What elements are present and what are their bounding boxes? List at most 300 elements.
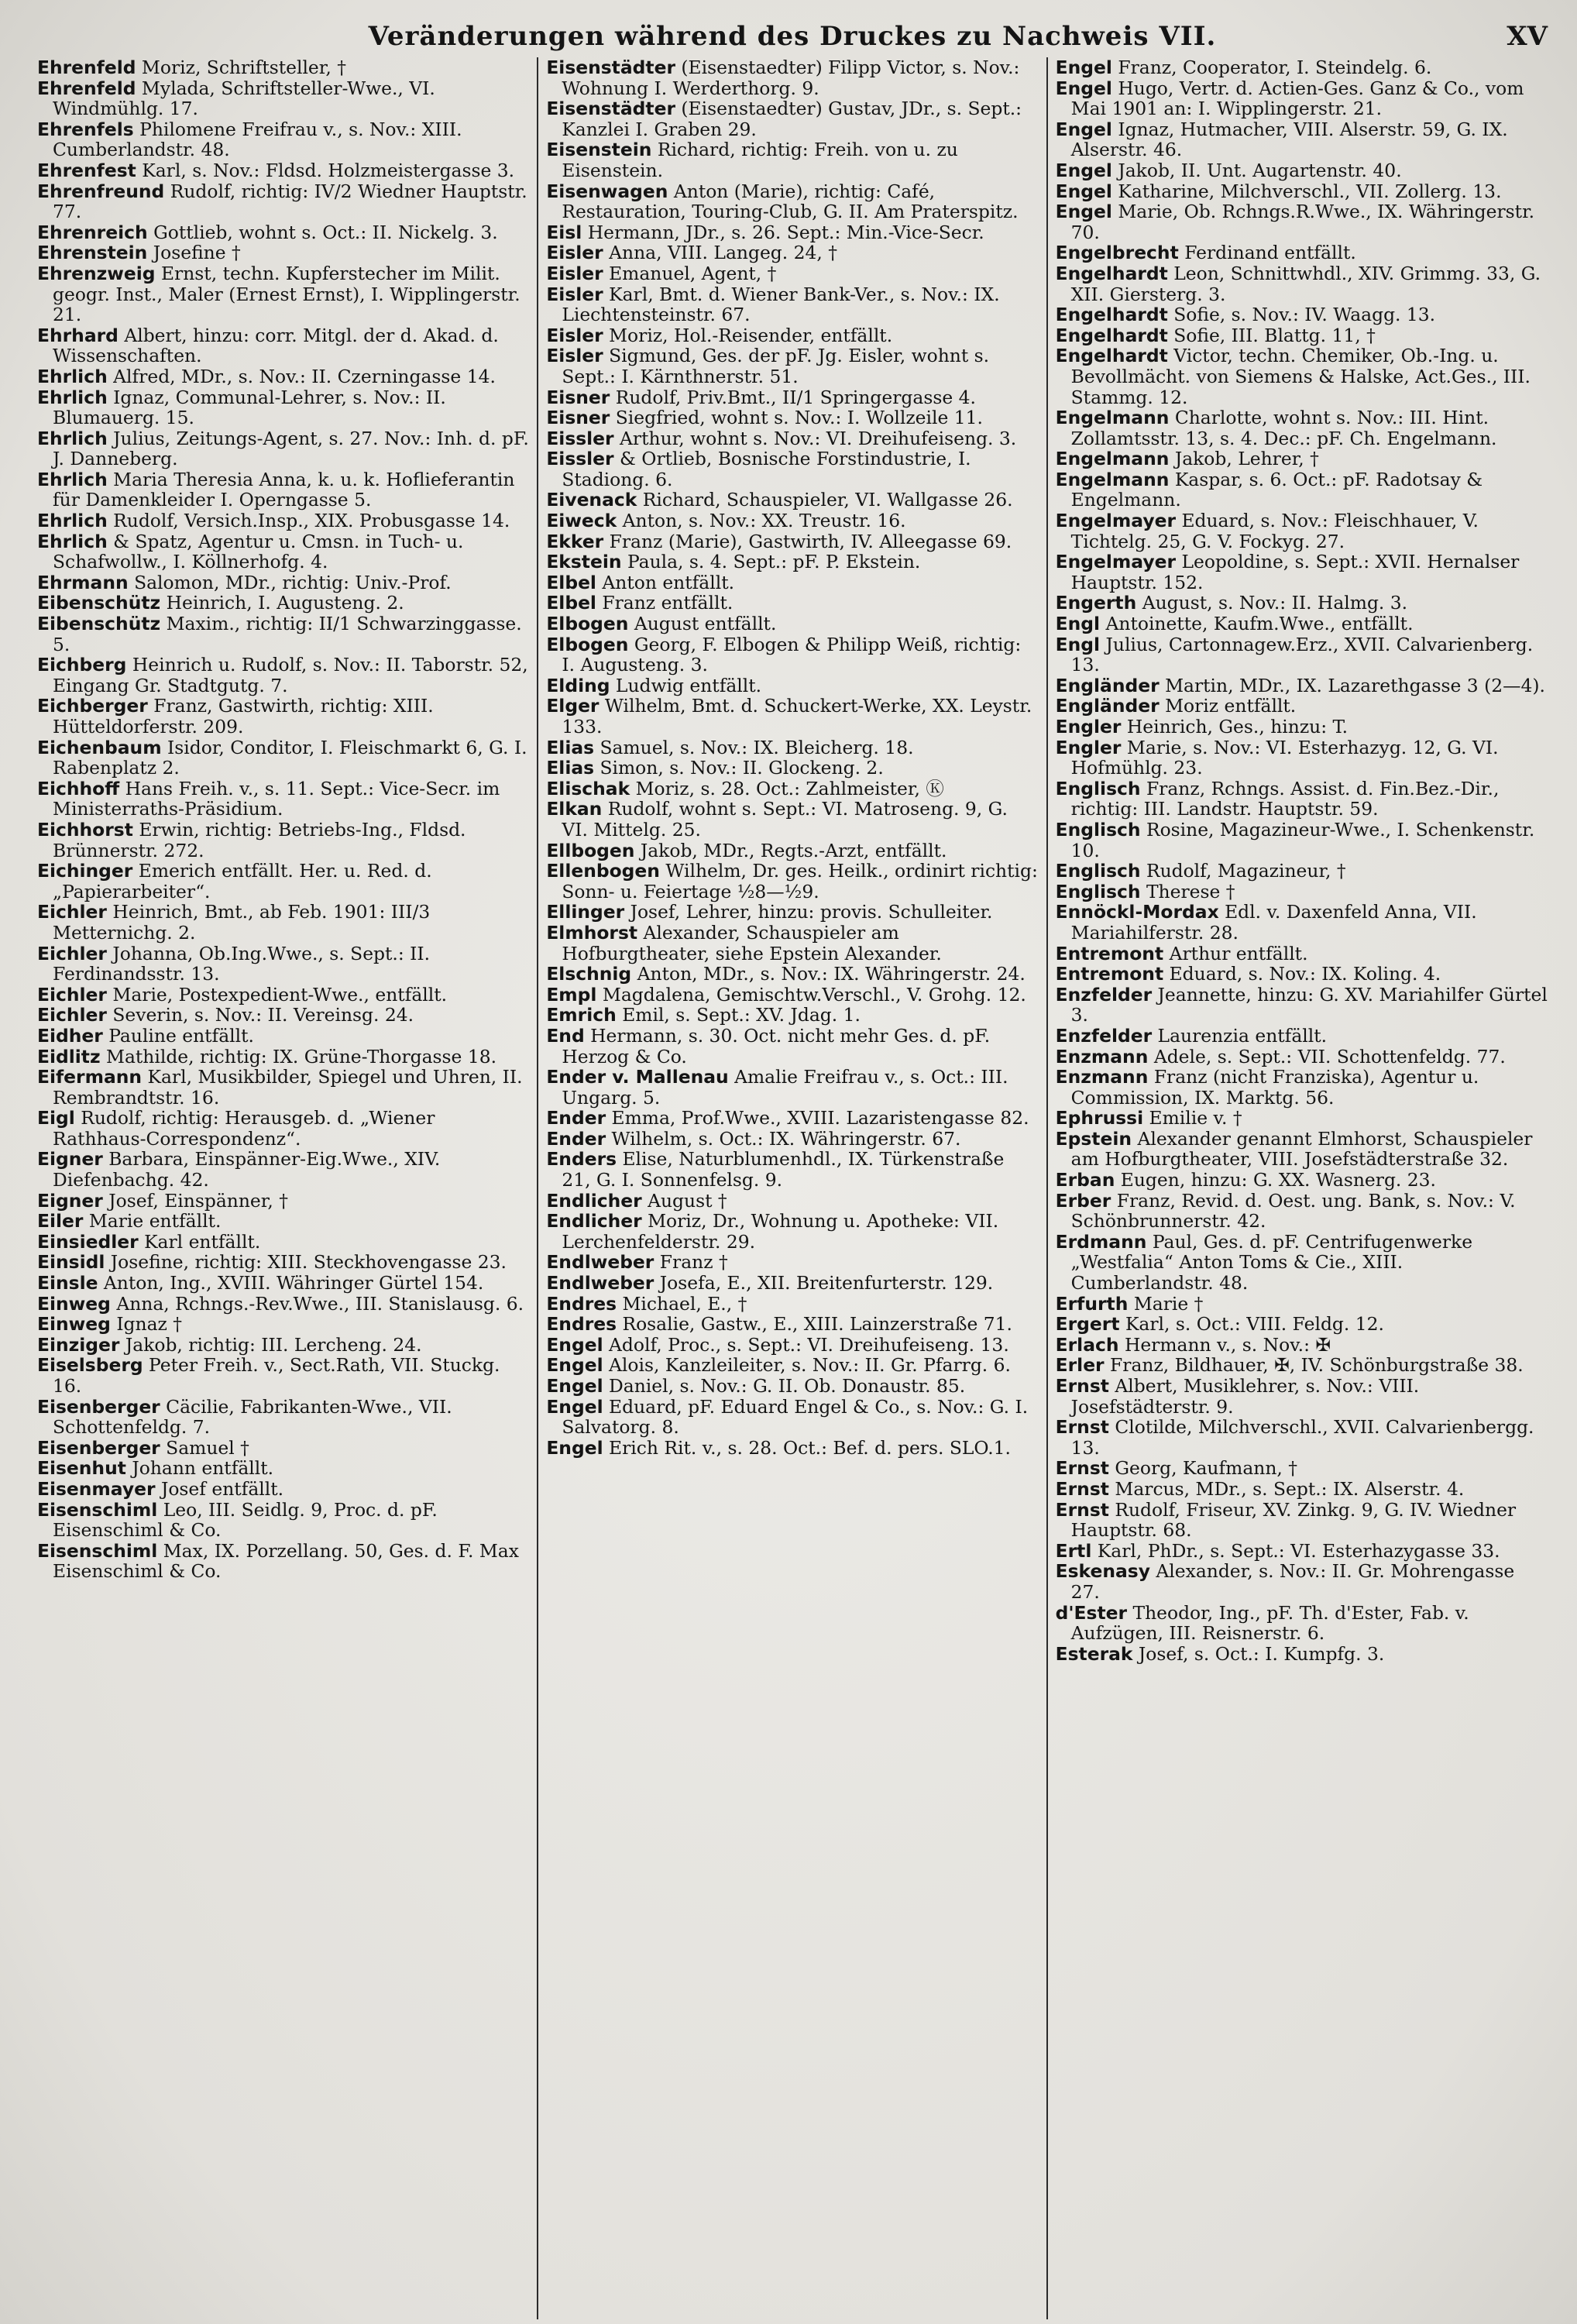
directory-entry [546, 799, 1038, 840]
entry-surname: Engel [1055, 57, 1112, 78]
entry-details: Ignaz † [116, 1313, 182, 1336]
directory-entry [1056, 304, 1548, 325]
entry-details: Paula, s. 4. Sept.: pF. P. Ekstein. [627, 551, 921, 573]
entry-details: Martin, MDr., IX. Lazarethgasse 3 (2—4). [1165, 674, 1545, 696]
entry-details: (Eisenstaedter) Gustav, JDr., s. Sept.: Kanzlei I. Graben 29. [562, 98, 1022, 140]
directory-entry [546, 902, 1038, 923]
entry-surname: Ehrenreich [37, 221, 148, 243]
entry-details: Antoinette, Kaufm.Wwe., entfällt. [1105, 613, 1414, 635]
directory-entry [546, 985, 1038, 1006]
entry-details: Georg, F. Elbogen & Philipp Weiß, richtig: I. Augusteng. 3. [562, 633, 1022, 676]
entry-details: Alexander, Schauspieler am Hofburgtheater, siehe Epstein Alexander. [562, 921, 942, 964]
entry-surname: Eisl [546, 221, 582, 243]
entry-surname: Elschnig [546, 963, 632, 985]
directory-entry [1056, 964, 1548, 985]
entry-details: Franz, Gastwirth, richtig: XIII. Hütteldorferstr. 209. [53, 695, 434, 737]
entry-surname: Eisenschiml [37, 1539, 158, 1562]
entry-surname: Eichberger [37, 695, 148, 717]
entry-details: Peter Freih. v., Sect.Rath, VII. Stuckg. 16. [53, 1354, 500, 1397]
directory-entry [1056, 1026, 1548, 1047]
column-left [29, 57, 537, 2319]
entry-details: Emanuel, Agent, † [609, 262, 777, 284]
entry-details: Ludwig entfällt. [615, 674, 762, 696]
entry-details: Emerich entfällt. Her. u. Red. d. „Papierarbeiter“. [53, 860, 432, 902]
entry-details: Amalie Freifrau v., s. Oct.: III. Ungarg. 5. [562, 1066, 1008, 1109]
directory-entry [37, 1314, 529, 1335]
entry-surname: Englisch [1055, 818, 1141, 841]
entry-surname: Eibenschütz [37, 613, 161, 635]
entry-details: Heinrich u. Rudolf, s. Nov.: II. Taborstr. 52, Eingang Gr. Stadtgutg. 7. [53, 654, 528, 696]
directory-entry [1056, 469, 1548, 511]
entry-details: & Spatz, Agentur u. Cmsn. in Tuch- u. Schafwollw., I. Köllnerhofg. 4. [53, 530, 464, 573]
directory-entry [546, 1108, 1038, 1129]
entry-surname: Elias [546, 757, 595, 779]
entry-surname: Engelhardt [1055, 262, 1168, 284]
entry-details: Marie entfällt. [88, 1210, 222, 1232]
directory-entry [37, 655, 529, 696]
entry-details: (Eisenstaedter) Filipp Victor, s. Nov.: Wohnung I. Werderthorg. 9. [562, 57, 1020, 99]
directory-entry [1056, 634, 1548, 676]
entry-surname: Engl [1055, 633, 1101, 655]
entry-surname: Ephrussi [1055, 1107, 1144, 1129]
directory-entry [546, 222, 1038, 243]
entry-surname: Eichler [37, 1004, 107, 1026]
directory-entry [37, 1335, 529, 1356]
entry-details: Anna, Rchngs.-Rev.Wwe., III. Stanislausg. 6. [116, 1292, 524, 1315]
entry-surname: Eisler [546, 262, 603, 284]
directory-entry [37, 469, 529, 511]
directory-entry [37, 902, 529, 943]
entry-details: Therese † [1146, 880, 1235, 902]
entry-surname: Endres [546, 1292, 617, 1315]
entry-surname: Engelhardt [1055, 304, 1168, 326]
directory-entry [1056, 1170, 1548, 1191]
entry-surname: Eisenhut [37, 1457, 126, 1480]
directory-entry [37, 242, 529, 263]
directory-entry [1056, 1541, 1548, 1562]
entry-surname: Engler [1055, 736, 1122, 758]
entry-details: Ferdinand entfällt. [1184, 242, 1356, 264]
entry-details: Albert, Musiklehrer, s. Nov.: VIII. Josefstädterstr. 9. [1070, 1375, 1420, 1418]
entry-details: Gottlieb, wohnt s. Oct.: II. Nickelg. 3. [153, 221, 498, 243]
entry-surname: Einsiedler [37, 1230, 139, 1253]
entry-surname: Englisch [1055, 860, 1141, 882]
entry-surname: Endlweber [546, 1251, 655, 1274]
entry-details: August † [648, 1189, 727, 1212]
entry-surname: Engel [1055, 77, 1112, 99]
entry-details: Karl entfällt. [144, 1230, 261, 1253]
entry-details: Daniel, s. Nov.: G. II. Ob. Donaustr. 85. [609, 1375, 966, 1397]
directory-entry [1056, 1191, 1548, 1232]
entry-details: Rudolf, Friseur, XV. Zinkg. 9, G. IV. Wiedner Hauptstr. 68. [1070, 1498, 1517, 1542]
entry-details: Katharine, Milchverschl., VII. Zollerg. 13. [1118, 180, 1502, 202]
entry-details: Josef entfällt. [160, 1477, 284, 1500]
directory-entry [1056, 201, 1548, 242]
entry-details: Emma, Prof.Wwe., XVIII. Lazaristengasse 82. [611, 1107, 1029, 1129]
entry-surname: Eivenack [546, 489, 637, 511]
entry-surname: Eissler [546, 448, 614, 470]
directory-entry [546, 490, 1038, 511]
entry-details: Mylada, Schriftsteller-Wwe., VI. Windmühlg. 17. [53, 77, 435, 120]
entry-surname: Eisenmayer [37, 1477, 156, 1500]
entry-details: Rudolf, richtig: Herausgeb. d. „Wiener Rathhaus-Correspondenz“. [53, 1107, 435, 1150]
directory-entry [37, 1067, 529, 1108]
directory-entry [546, 696, 1038, 737]
entry-surname: Engel [1055, 118, 1112, 140]
entry-details: Ernst, techn. Kupferstecher im Milit. geogr. Inst., Maler (Ernest Ernst), I. Wipplingerstr. 21. [53, 262, 521, 326]
entry-details: Moriz entfällt. [1165, 695, 1297, 717]
directory-entry [546, 181, 1038, 222]
entry-details: Marie, Ob. Rchngs.R.Wwe., IX. Währingerstr. 70. [1070, 201, 1535, 243]
entry-details: Anton, MDr., s. Nov.: IX. Währingerstr. 24. [637, 963, 1026, 985]
entry-details: Franz, Cooperator, I. Steindelg. 6. [1118, 57, 1432, 78]
entry-details: Leopoldine, s. Sept.: XVII. Hernalser Hauptstr. 152. [1070, 551, 1520, 593]
entry-surname: Eisner [546, 386, 610, 408]
directory-entry [37, 160, 529, 181]
entry-details: Rudolf, wohnt s. Sept.: VI. Matroseng. 9, G. VI. Mittelg. 25. [562, 798, 1008, 841]
entry-details: Moriz, Schriftsteller, † [141, 57, 346, 78]
directory-entry [546, 1376, 1038, 1397]
entry-surname: Engelmann [1055, 468, 1170, 490]
entry-details: Julius, Zeitungs-Agent, s. 27. Nov.: Inh. d. pF. J. Danneberg. [53, 427, 529, 470]
directory-entry [546, 1129, 1038, 1150]
entry-surname: Engländer [1055, 695, 1160, 717]
entry-surname: Engel [1055, 180, 1112, 202]
directory-entry [546, 1355, 1038, 1376]
entry-details: & Ortlieb, Bosnische Forstindustrie, I. Stadiong. 6. [562, 448, 971, 490]
entry-details: Josef, s. Oct.: I. Kumpfg. 3. [1138, 1642, 1385, 1665]
entry-details: Isidor, Conditor, I. Fleischmarkt 6, G. I. Rabenplatz 2. [53, 736, 527, 779]
directory-entry [546, 98, 1038, 139]
entry-surname: Eigner [37, 1148, 103, 1171]
directory-entry [1056, 717, 1548, 737]
entry-details: Wilhelm, Dr. ges. Heilk., ordinirt richtig: Sonn- u. Feiertage ½8—½9. [562, 860, 1038, 902]
directory-entry [37, 1438, 529, 1459]
entry-surname: Emrich [546, 1004, 617, 1026]
entry-surname: Ehrlich [37, 365, 108, 387]
entry-surname: Ehrenfreund [37, 180, 165, 202]
entry-surname: d'Ester [1055, 1601, 1128, 1624]
entry-surname: Ehrlich [37, 530, 108, 552]
directory-entry [37, 1294, 529, 1315]
entry-details: Severin, s. Nov.: II. Vereinsg. 24. [112, 1004, 414, 1026]
directory-entry [546, 572, 1038, 593]
directory-entry [1056, 1294, 1548, 1315]
entry-surname: Eichler [37, 942, 107, 964]
entry-details: Arthur entfällt. [1169, 942, 1308, 964]
entry-details: Adele, s. Sept.: VII. Schottenfeldg. 77. [1153, 1045, 1506, 1067]
entry-surname: Elbel [546, 592, 596, 614]
directory-entry [546, 325, 1038, 346]
entry-details: Rosalie, Gastw., E., XIII. Lainzerstraße 71. [622, 1313, 1012, 1336]
entry-details: Eduard, s. Nov.: IX. Koling. 4. [1169, 963, 1441, 985]
directory-entry [1056, 449, 1548, 469]
entry-details: Sofie, III. Blattg. 11, † [1173, 324, 1376, 346]
entry-surname: Elbogen [546, 613, 629, 635]
entry-surname: Eiler [37, 1210, 84, 1232]
directory-entry [1056, 1314, 1548, 1335]
entry-details: Victor, techn. Chemiker, Ob.-Ing. u. Bevollmächt. von Siemens & Halske, Act.Ges., III. Stammg. 12. [1070, 345, 1531, 408]
entry-surname: Eichler [37, 983, 107, 1006]
entry-surname: Ender v. Mallenau [546, 1066, 729, 1088]
entry-surname: Engler [1055, 716, 1122, 737]
directory-entry [1056, 779, 1548, 820]
entry-surname: Elbel [546, 571, 596, 593]
entry-surname: Elbogen [546, 633, 629, 655]
entry-surname: Endlicher [546, 1210, 642, 1232]
entry-surname: Ehrenzweig [37, 262, 156, 284]
entry-surname: Endlweber [546, 1272, 655, 1294]
entry-surname: Eissler [546, 427, 614, 449]
entry-surname: Ernst [1055, 1457, 1109, 1480]
entry-surname: Ehrlich [37, 386, 108, 408]
entry-details: Salomon, MDr., richtig: Univ.-Prof. [134, 571, 452, 593]
directory-entry [37, 861, 529, 902]
directory-entry [1056, 1479, 1548, 1500]
directory-entry [1056, 1047, 1548, 1067]
directory-entry [1056, 346, 1548, 407]
entry-details: Anna, VIII. Langeg. 24, † [609, 242, 837, 264]
entry-details: Erich Rit. v., s. 28. Oct.: Bef. d. pers. SLO.1. [609, 1436, 1011, 1459]
entry-surname: Eichler [37, 901, 107, 923]
directory-entry [37, 944, 529, 985]
entry-details: Siegfried, wohnt s. Nov.: I. Wollzeile 11. [615, 407, 983, 429]
directory-entry [37, 1026, 529, 1047]
entry-details: Ignaz, Hutmacher, VIII. Alserstr. 59, G. IX. Alserstr. 46. [1070, 118, 1508, 161]
entry-surname: Ellinger [546, 901, 625, 923]
directory-entry [546, 242, 1038, 263]
entry-details: Elise, Naturblumenhdl., IX. Türkenstraße 21, G. I. Sonnenfelsg. 9. [562, 1148, 1005, 1191]
entry-details: Anton (Marie), richtig: Café, Restauration, Touring-Club, G. II. Am Praterspitz. [562, 180, 1019, 223]
directory-entry [546, 346, 1038, 387]
directory-entry [1056, 1500, 1548, 1541]
entry-surname: Empl [546, 983, 597, 1006]
entry-details: Karl, Musikbilder, Spiegel und Uhren, II. Rembrandtstr. 16. [53, 1066, 523, 1109]
entry-surname: Ernst [1055, 1498, 1109, 1521]
directory-entry [1056, 593, 1548, 614]
directory-entry [546, 284, 1038, 325]
directory-entry [37, 696, 529, 737]
entry-details: Eugen, hinzu: G. XX. Wasnerg. 23. [1120, 1169, 1436, 1191]
entry-details: Kaspar, s. 6. Oct.: pF. Radotsay & Engelmann. [1070, 468, 1483, 511]
directory-entry [1056, 1067, 1548, 1108]
entry-details: Hermann, s. 30. Oct. nicht mehr Ges. d. pF. Herzog & Co. [562, 1024, 991, 1067]
entry-details: Josef, Einspänner, † [108, 1189, 288, 1212]
entry-surname: Eichberg [37, 654, 127, 676]
directory-entry [37, 1191, 529, 1212]
entry-details: Karl, s. Oct.: VIII. Feldg. 12. [1125, 1313, 1384, 1336]
entry-surname: Elger [546, 695, 600, 717]
directory-entry [1056, 1458, 1548, 1479]
directory-entry [1056, 57, 1548, 78]
directory-entry [546, 57, 1038, 98]
entry-details: Albert, hinzu: corr. Mitgl. der d. Akad. d. Wissenschaften. [53, 324, 499, 367]
entry-details: Franz (nicht Franziska), Agentur u. Commission, IX. Marktg. 56. [1070, 1066, 1479, 1109]
directory-entry [546, 1335, 1038, 1356]
entry-surname: Ernst [1055, 1477, 1109, 1500]
directory-entry [37, 1232, 529, 1253]
entry-surname: Engländer [1055, 674, 1160, 696]
entry-details: Johanna, Ob.Ing.Wwe., s. Sept.: II. Ferdinandsstr. 13. [53, 942, 431, 985]
entry-surname: Eidher [37, 1024, 103, 1047]
directory-entry [1056, 1335, 1548, 1356]
entry-surname: Erlach [1055, 1333, 1119, 1356]
entry-surname: Ehrenfeld [37, 57, 136, 78]
entry-surname: Eichhoff [37, 777, 120, 799]
directory-entry [1056, 1376, 1548, 1417]
entry-surname: Entremont [1055, 963, 1164, 985]
entry-details: Josefine † [153, 242, 241, 264]
directory-entry [37, 1047, 529, 1067]
entry-details: Jeannette, hinzu: G. XV. Mariahilfer Gürtel 3. [1070, 983, 1548, 1026]
directory-entry [37, 222, 529, 243]
directory-entry [546, 1252, 1038, 1273]
entry-surname: Eisler [546, 345, 603, 367]
entry-surname: Erber [1055, 1189, 1111, 1212]
entry-details: Franz, Revid. d. Oest. ung. Bank, s. Nov.: V. Schönbrunnerstr. 42. [1070, 1189, 1516, 1232]
entry-surname: Engl [1055, 613, 1101, 635]
entry-surname: Ehrhard [37, 324, 119, 346]
entry-details: Julius, Cartonnagew.Erz., XVII. Calvarienberg. 13. [1070, 633, 1534, 676]
directory-entry [37, 181, 529, 222]
directory-entry [1056, 1355, 1548, 1376]
entry-surname: Eidlitz [37, 1045, 101, 1067]
directory-entry [37, 1252, 529, 1273]
entry-surname: Eisenschiml [37, 1498, 158, 1521]
entry-surname: Eichinger [37, 860, 133, 882]
entry-details: Samuel † [166, 1436, 249, 1459]
directory-entry [546, 861, 1038, 902]
entry-details: Hans Freih. v., s. 11. Sept.: Vice-Secr. im Ministerraths-Präsidium. [53, 777, 500, 820]
directory-entry [546, 593, 1038, 614]
entry-details: Moriz, Hol.-Reisender, entfällt. [609, 324, 893, 346]
entry-details: Leon, Schnittwhdl., XIV. Grimmg. 33, G. XII. Giersterg. 3. [1070, 262, 1541, 305]
directory-entry [546, 387, 1038, 408]
entry-surname: Enzfelder [1055, 983, 1153, 1006]
entry-surname: Elkan [546, 798, 603, 820]
entry-surname: Englisch [1055, 777, 1141, 799]
entry-details: Marie, s. Nov.: VI. Esterhazyg. 12, G. VI. Hofmühlg. 23. [1070, 736, 1499, 779]
entry-details: Rudolf, richtig: IV/2 Wiedner Hauptstr. 77. [53, 180, 527, 223]
entry-details: Richard, Schauspieler, VI. Wallgasse 26. [642, 489, 1013, 511]
entry-surname: Eiweck [546, 510, 617, 532]
directory-entry [546, 841, 1038, 861]
entry-details: Marcus, MDr., s. Sept.: IX. Alserstr. 4. [1115, 1477, 1465, 1500]
directory-entry [1056, 676, 1548, 696]
entry-details: Karl, PhDr., s. Sept.: VI. Esterhazygasse 33. [1097, 1539, 1500, 1562]
directory-entry [1056, 1417, 1548, 1458]
directory-entry [546, 676, 1038, 696]
entry-surname: Engel [1055, 159, 1112, 181]
entry-surname: Ehrlich [37, 427, 108, 449]
entry-surname: Einsidl [37, 1251, 105, 1274]
entry-details: Franz (Marie), Gastwirth, IV. Alleegasse 69. [609, 530, 1012, 552]
entry-surname: Ellenbogen [546, 860, 660, 882]
directory-entry [37, 779, 529, 820]
entry-surname: Erdmann [1055, 1230, 1147, 1253]
entry-details: Barbara, Einspänner-Eig.Wwe., XIV. Diefenbachg. 42. [53, 1148, 441, 1191]
directory-entry [37, 387, 529, 428]
entry-details: Josefa, E., XII. Breitenfurterstr. 129. [659, 1272, 994, 1294]
page-header [29, 15, 1555, 57]
entry-details: Rosine, Magazineur-Wwe., I. Schenkenstr. 10. [1070, 818, 1535, 861]
entry-surname: Elding [546, 674, 610, 696]
entry-surname: Eisner [546, 407, 610, 429]
entry-surname: Eifermann [37, 1066, 143, 1088]
directory-entry [546, 531, 1038, 552]
entry-details: Clotilde, Milchverschl., XVII. Calvarienbergg. 13. [1070, 1416, 1534, 1459]
page-title: Veränderungen während des Druckes zu Nachweis VII. [368, 21, 1217, 52]
directory-entry [546, 1026, 1038, 1067]
entry-surname: Engelmann [1055, 448, 1170, 470]
directory-entry [1056, 78, 1548, 119]
entry-details: Charlotte, wohnt s. Nov.: III. Hint. Zollamtsstr. 13, s. 4. Dec.: pF. Ch. Engelmann. [1070, 407, 1497, 449]
directory-entry [1056, 325, 1548, 346]
directory-entry [37, 1211, 529, 1232]
entry-details: Josefine, richtig: XIII. Steckhovengasse 23. [110, 1251, 507, 1274]
entry-surname: Erfurth [1055, 1292, 1129, 1315]
entry-surname: Eichenbaum [37, 736, 162, 758]
entry-surname: Einziger [37, 1333, 120, 1356]
entry-details: Adolf, Proc., s. Sept.: VI. Dreihufeiseng. 13. [609, 1333, 1009, 1356]
entry-surname: Erler [1055, 1354, 1105, 1377]
entry-details: Hugo, Vertr. d. Actien-Ges. Ganz & Co., vom Mai 1901 an: I. Wipplingerstr. 21. [1070, 77, 1524, 120]
directory-entry [1056, 861, 1548, 882]
entry-surname: Eisler [546, 242, 603, 264]
entry-surname: Ertl [1055, 1539, 1092, 1562]
directory-entry [546, 407, 1038, 428]
entry-surname: Engelmayer [1055, 551, 1176, 573]
directory-entry [1056, 614, 1548, 634]
entry-details: Josef, Lehrer, hinzu: provis. Schulleiter. [630, 901, 993, 923]
entry-details: Theodor, Ing., pF. Th. d'Ester, Fab. v. Aufzügen, III. Reisnerstr. 6. [1070, 1601, 1469, 1645]
directory-entry [546, 758, 1038, 779]
entry-surname: Eisler [546, 283, 603, 305]
entry-details: Cäcilie, Fabrikanten-Wwe., VII. Schottenfeldg. 7. [53, 1395, 452, 1439]
entry-details: Jakob, richtig: III. Lercheng. 24. [125, 1333, 422, 1356]
entry-surname: Englisch [1055, 880, 1141, 902]
directory-entry [37, 1458, 529, 1479]
entry-surname: Ehrlich [37, 510, 108, 532]
entry-details: Sigmund, Ges. der pF. Jg. Eisler, wohnt s. Sept.: I. Kärnthnerstr. 51. [562, 345, 990, 387]
directory-entry [37, 1355, 529, 1396]
entry-details: Eduard, s. Nov.: Fleischhauer, V. Tichtelg. 25, G. V. Fockyg. 27. [1070, 510, 1479, 552]
directory-entry [37, 263, 529, 325]
entry-surname: Engel [546, 1375, 603, 1397]
entry-surname: Engelmayer [1055, 510, 1176, 532]
entry-surname: End [546, 1024, 585, 1047]
column-middle [537, 57, 1046, 2319]
directory-entry [37, 428, 529, 469]
entry-surname: Ender [546, 1107, 606, 1129]
directory-entry [546, 263, 1038, 284]
directory-entry [546, 737, 1038, 758]
entry-surname: Ehrmann [37, 571, 129, 593]
directory-entry [1056, 1108, 1548, 1129]
entry-details: Hermann, JDr., s. 26. Sept.: Min.-Vice-Secr. [587, 221, 984, 243]
entry-surname: Ellbogen [546, 839, 635, 861]
entry-surname: Ehrenfeld [37, 77, 136, 99]
entry-details: Karl, s. Nov.: Fldsd. Holzmeistergasse 3. [142, 159, 515, 181]
entry-surname: Engel [1055, 201, 1112, 223]
entry-details: Edl. v. Daxenfeld Anna, VII. Mariahilferstr. 28. [1070, 901, 1477, 944]
directory-entry [546, 1211, 1038, 1252]
entry-details: Anton, Ing., XVIII. Währinger Gürtel 154. [103, 1272, 484, 1294]
entry-details: Maxim., richtig: II/1 Schwarzinggasse. 5. [53, 613, 522, 655]
entry-surname: Elias [546, 736, 595, 758]
directory-entry [37, 119, 529, 160]
column-right [1046, 57, 1555, 2319]
